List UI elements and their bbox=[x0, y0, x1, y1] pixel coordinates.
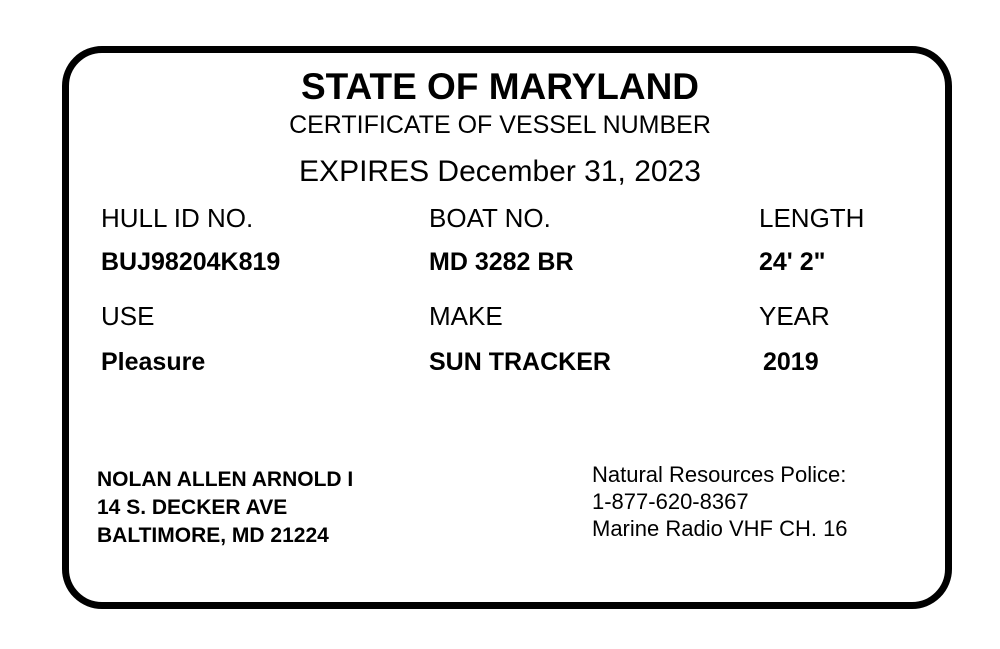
owner-name: NOLAN ALLEN ARNOLD I bbox=[97, 468, 354, 491]
owner-city: BALTIMORE, MD 21224 bbox=[97, 524, 329, 547]
state-title: STATE OF MARYLAND bbox=[300, 66, 700, 107]
use-label: USE bbox=[101, 301, 155, 331]
use-value: Pleasure bbox=[101, 348, 206, 376]
make-label: MAKE bbox=[429, 301, 503, 331]
expiration-date: EXPIRES December 31, 2023 bbox=[299, 155, 701, 188]
year-value: 2019 bbox=[763, 348, 819, 376]
boat-no-value: MD 3282 BR bbox=[429, 248, 574, 276]
certificate-subtitle: CERTIFICATE OF VESSEL NUMBER bbox=[289, 111, 711, 139]
year-label: YEAR bbox=[759, 301, 830, 331]
make-value: SUN TRACKER bbox=[429, 348, 611, 376]
boat-no-label: BOAT NO. bbox=[429, 203, 551, 233]
hull-id-label: HULL ID NO. bbox=[101, 203, 254, 233]
police-phone: 1-877-620-8367 bbox=[592, 489, 749, 514]
hull-id-value: BUJ98204K819 bbox=[101, 248, 281, 276]
police-title: Natural Resources Police: bbox=[592, 462, 847, 487]
length-label: LENGTH bbox=[759, 203, 865, 233]
police-radio: Marine Radio VHF CH. 16 bbox=[592, 516, 848, 541]
owner-street: 14 S. DECKER AVE bbox=[97, 496, 288, 519]
length-value: 24' 2" bbox=[759, 248, 826, 276]
